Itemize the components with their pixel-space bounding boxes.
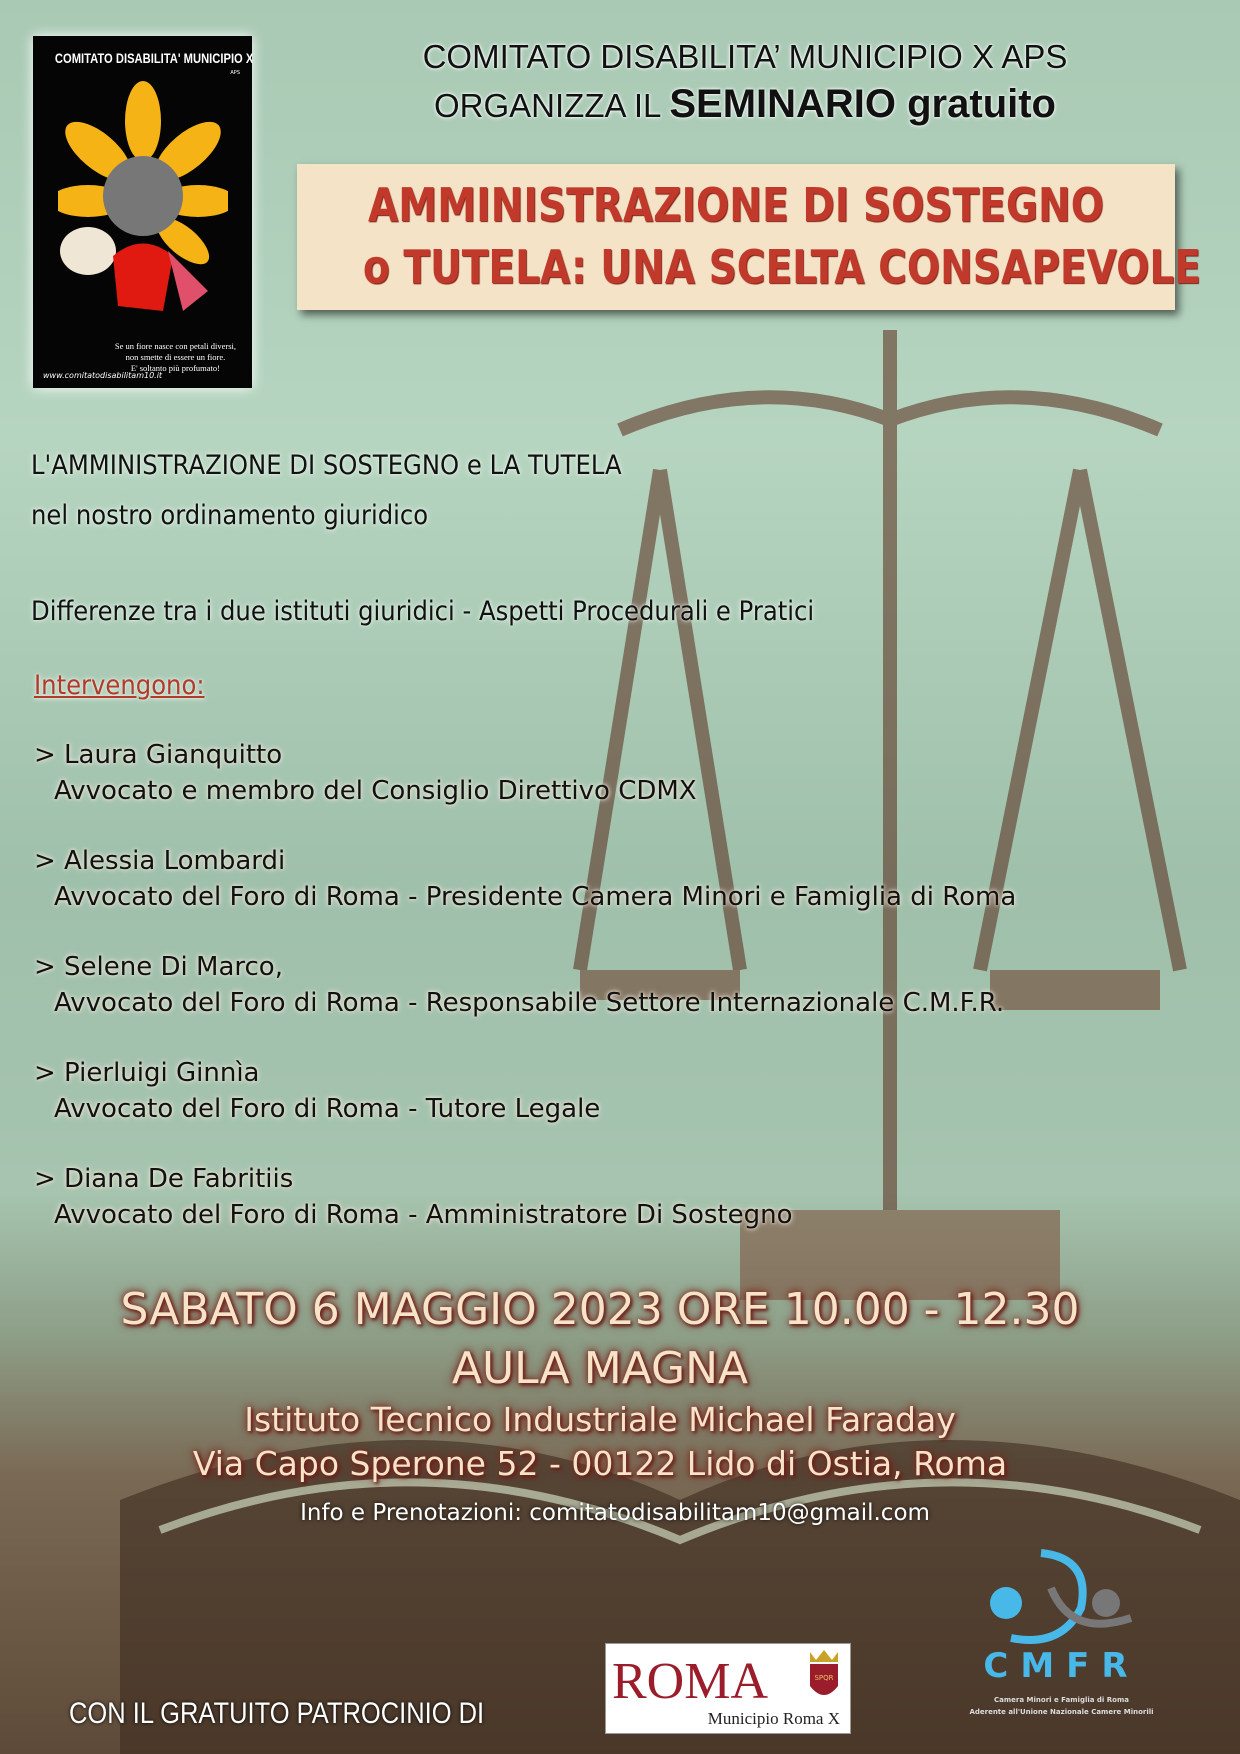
speaker-role: Avvocato del Foro di Roma - Presidente Camera Minori e Famiglia di Roma [54, 882, 1017, 912]
speaker-item [34, 846, 1016, 912]
flyer-title: COMITATO DISABILITA' MUNICIPIO X [54, 50, 254, 66]
organizer-heading: COMITATO DISABILITA’ MUNICIPIO X APS [422, 38, 1068, 75]
shield-text: SPQR [814, 1674, 834, 1682]
speaker-name: > Laura Gianquitto [34, 740, 283, 770]
speaker-role: Avvocato e membro del Consiglio Direttivo CDMX [54, 776, 697, 806]
speakers-label: Intervengono: [34, 670, 205, 701]
roma-shield-icon [806, 1648, 842, 1704]
intro-line2: nel nostro ordinamento giuridico [31, 500, 429, 531]
event-venue: Istituto Tecnico Industriale Michael Faraday [244, 1400, 956, 1439]
speaker-name: > Pierluigi Ginnìa [34, 1058, 260, 1088]
cmfr-line2: Aderente all'Unione Nazionale Camere Minorili [969, 1708, 1154, 1716]
speaker-item [34, 1164, 792, 1230]
flyer-quote [115, 341, 236, 374]
seminar-title-line1: AMMINISTRAZIONE DI SOSTEGNO [368, 178, 1104, 232]
flower-illustration [58, 81, 228, 311]
speaker-name: > Alessia Lombardi [34, 846, 286, 876]
event-address: Via Capo Sperone 52 - 00122 Lido di Ostia, Roma [192, 1444, 1008, 1483]
seminar-heading [300, 82, 1190, 127]
speaker-role: Avvocato del Foro di Roma - Tutore Legale [54, 1094, 601, 1124]
speaker-name: > Selene Di Marco, [34, 952, 283, 982]
speaker-item [34, 740, 697, 806]
cmfr-logo [961, 1548, 1162, 1721]
cmfr-title: CMFR [983, 1646, 1140, 1686]
seminar-title-box [297, 164, 1202, 310]
quote-line: non smette di essere un fiore. [125, 352, 226, 362]
intro-line3: Differenze tra i due istituti giuridici - Aspetti Procedurali e Pratici [31, 596, 815, 627]
roma-logo-title: ROMA [612, 1653, 769, 1710]
speaker-role: Avvocato del Foro di Roma - Amministratore Di Sostegno [54, 1200, 793, 1230]
quote-line: Se un fiore nasce con petali diversi, [114, 341, 236, 351]
roma-logo-subtitle: Municipio Roma X [707, 1709, 840, 1728]
flyer-website: www.comitatodisabilitam10.it [43, 371, 163, 380]
speaker-item [34, 1058, 600, 1124]
intro-line1: L'AMMINISTRAZIONE DI SOSTEGNO e LA TUTELA [31, 450, 622, 481]
quote-line: E' soltanto più profumato! [130, 363, 221, 373]
seminar-heading-big: SEMINARIO gratuito [669, 82, 1056, 126]
committee-flyer-image [33, 36, 252, 388]
cmfr-line1: Camera Minori e Famiglia di Roma [994, 1696, 1129, 1704]
event-room: AULA MAGNA [451, 1343, 749, 1394]
flyer-aps: APS [230, 70, 240, 76]
speaker-item [34, 952, 1004, 1018]
roma-municipio-logo [605, 1643, 851, 1734]
event-date: SABATO 6 MAGGIO 2023 ORE 10.00 - 12.30 [120, 1284, 1080, 1335]
cmfr-figures-icon [971, 1548, 1151, 1648]
speaker-name: > Diana De Fabritiis [34, 1164, 294, 1194]
seminar-heading-prefix: ORGANIZZA IL [434, 87, 661, 124]
seminar-title-line2: o TUTELA: UNA SCELTA CONSAPEVOLE [362, 240, 1202, 294]
patronage-label: CON IL GRATUITO PATROCINIO DI [69, 1697, 485, 1730]
event-info-email[interactable]: Info e Prenotazioni: comitatodisabilitam10@gmail.com [300, 1500, 930, 1526]
speaker-role: Avvocato del Foro di Roma - Responsabile Settore Internazionale C.M.F.R. [54, 988, 1005, 1018]
